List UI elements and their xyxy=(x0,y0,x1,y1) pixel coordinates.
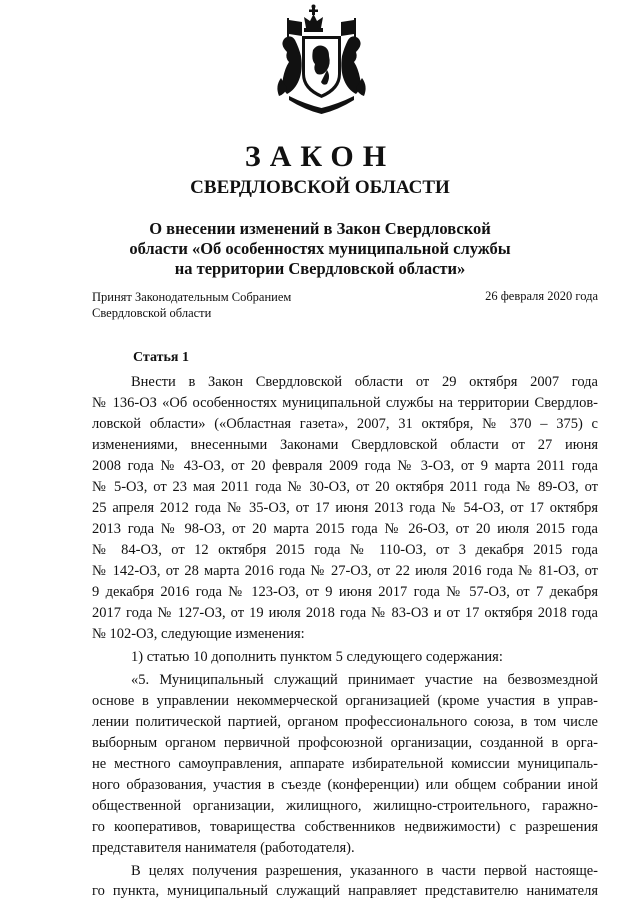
adoption-body-line: Свердловской области xyxy=(92,306,212,320)
quote-line: го кооперативов, товарищества собственников недвижимости) с разрешения xyxy=(92,819,598,835)
text-line: Внести в Закон Свердловской области от 29 октября 2007 года xyxy=(131,374,598,390)
document-title: ЗАКОН xyxy=(244,140,396,173)
region-title: СВЕРДЛОВСКОЙ ОБЛАСТИ xyxy=(190,177,450,198)
text-line: 25 апреля 2012 года № 35-ОЗ, от 17 июня 2013 года № 54-ОЗ, от 17 октября xyxy=(92,500,598,516)
text-line: № 136-ОЗ «Об особенностях муниципальной службы на территории Свердлов- xyxy=(92,395,598,411)
text-line: № 5-ОЗ, от 23 мая 2011 года № 30-ОЗ, от 20 октября 2011 года № 89-ОЗ, от xyxy=(92,479,598,495)
text-line: № 84-ОЗ, от 12 октября 2015 года № 110-ОЗ, от 3 декабря 2015 года xyxy=(92,542,598,558)
quote-line: лении политической партией, органом профессионального союза, в том числе xyxy=(92,714,598,730)
quote-line: «5. Муниципальный служащий принимает участие на безвозмездной xyxy=(131,672,598,688)
text-line: № 102-ОЗ, следующие изменения: xyxy=(92,626,305,642)
article-heading: Статья 1 xyxy=(133,350,189,365)
text-line: № 142-ОЗ, от 28 марта 2016 года № 27-ОЗ, от 22 июля 2016 года № 81-ОЗ, от xyxy=(92,563,598,579)
text-line: 2013 года № 98-ОЗ, от 20 марта 2015 года № 26-ОЗ, от 20 июля 2015 года xyxy=(92,521,598,537)
text-line: 9 декабря 2016 года № 123-ОЗ, от 9 июня 2017 года № 57-ОЗ, от 7 декабря xyxy=(92,584,598,600)
text-line: ловской области» («Областная газета», 2007, 31 октября, № 370 – 375) с xyxy=(92,416,598,432)
sverdlovsk-coat-of-arms-icon xyxy=(262,4,382,122)
subject-line: на территории Свердловской области» xyxy=(174,259,466,278)
subject-line: области «Об особенностях муниципальной службы xyxy=(129,239,511,258)
adoption-body-line: Принят Законодательным Собранием xyxy=(92,290,292,304)
adoption-date: 26 февраля 2020 года xyxy=(485,289,598,303)
text-line: 2017 года № 127-ОЗ, от 19 июля 2018 года № 83-ОЗ и от 17 октября 2018 года xyxy=(92,605,598,621)
text-line: го пункта, муниципальный служащий направляет представителю нанимателя xyxy=(92,883,598,899)
item-line: 1) статью 10 дополнить пунктом 5 следующего содержания: xyxy=(131,649,503,665)
text-line: 2008 года № 43-ОЗ, от 20 февраля 2009 года № 3-ОЗ, от 9 марта 2011 года xyxy=(92,458,598,474)
quote-line: ного образования, участия в съезде (конференции) или общем собрании иной xyxy=(92,777,598,793)
subject-line: О внесении изменений в Закон Свердловской xyxy=(149,219,491,238)
quote-line: не местного самоуправления, аппарате избирательной комиссии муниципаль- xyxy=(92,756,598,772)
quote-line: представителя нанимателя (работодателя). xyxy=(92,840,355,856)
quote-line: основе в управлении некоммерческой организацией (кроме участия в управ- xyxy=(92,693,598,709)
text-line: изменениями, внесенными Законами Свердловской области от 27 июня xyxy=(92,437,598,453)
quote-line: выборным органом первичной профсоюзной организации, созданной в орга- xyxy=(92,735,598,751)
text-line: В целях получения разрешения, указанного в части первой настояще- xyxy=(131,863,598,879)
quote-line: общественной организации, жилищного, жилищно-строительного, гаражно- xyxy=(92,798,598,814)
adoption-body xyxy=(92,289,291,321)
